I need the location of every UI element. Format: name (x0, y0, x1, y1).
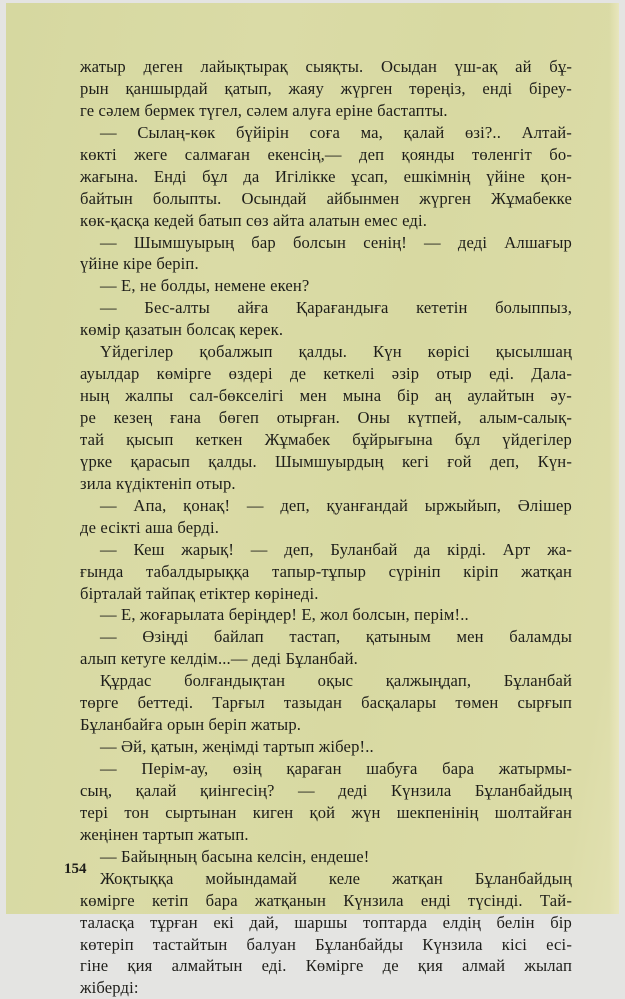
text-line: көтеріп тастайтын балуан Бұланбайды Күнзила кісі есі- (80, 934, 572, 954)
text-line: — Әй, қатын, жеңімді тартып жібер!.. (100, 737, 374, 757)
text-line: бірталай тайпақ етіктер көрінеді. (80, 583, 319, 603)
text-line: көмір қазатын болсақ керек. (80, 320, 284, 340)
text-line: көкті жеге салмаған екенсің,— деп қоянды төленгіт бо- (80, 144, 572, 164)
text-line: тері тон сыртынан киген қой жүн шекпенінің шолтайған (80, 802, 572, 822)
text-line: таласқа тұрған екі дай, шаршы топтарда елдің белін бір (80, 912, 572, 932)
text-line: ғында табалдырыққа тапыр-тұпыр сүрініп кіріп жатқан (80, 561, 572, 581)
book-page (6, 3, 619, 998)
text-line: — Кеш жарық! — деп, Буланбай да кірді. Арт жа- (100, 539, 572, 559)
text-line: Жоқтыққа мойындамай келе жатқан Бұланбайдың (100, 868, 572, 888)
text-line: алып кетуге келдім...— деді Бұланбай. (80, 649, 358, 669)
text-line: Үйдегілер қобалжып қалды. Күн көрісі қысылшаң (100, 342, 572, 362)
text-line: ре кезең ғана бөгеп отырған. Оны күтпей, алым-салық- (80, 408, 572, 427)
text-line: көк-қасқа кедей батып сөз айта алатын емес еді. (80, 210, 428, 230)
text-line: ның жалпы сал-бөкселігі мен мына бір аң аулайтын әу- (80, 386, 572, 406)
text-line: гіне қия алмайтын еді. Көмірге де қия алмай жылап (80, 956, 572, 976)
text-line: көмірге кетіп бара жатқанын Күнзила енді түсінді. Тай- (80, 890, 572, 910)
text-line: жеңінен тартып жатып. (80, 824, 249, 844)
text-line: — Өзіңді байлап тастап, қатыным мен баламды (100, 627, 572, 647)
text-line: байтын болыпты. Осындай айбынмен жүрген Жұмабекке (80, 188, 572, 208)
text-line: төрге беттеді. Тарғыл тазыдан басқалары төмен сырғып (80, 693, 572, 713)
text-line: — Шымшуырың бар болсын сенің! — деді Алшағыр (100, 232, 572, 252)
text-line: — Апа, қонақ! — деп, қуанғандай ыржыйып, Әлішер (100, 495, 572, 515)
text-line: жағына. Енді бұл да Игілікке ұсап, ешкімнің үйіне қон- (80, 166, 572, 186)
text-line: — Байыңның басына келсін, ендеше! (100, 846, 370, 866)
text-line: үрке қарасып қалды. Шымшуырдың кегі ғой деп, Күн- (80, 451, 572, 471)
text-line: Құрдас болғандықтан оқыс қалжыңдап, Бұланбай (100, 671, 572, 691)
text-line: — Перім-ау, өзің қараған шабуға бара жатырмы- (100, 759, 572, 778)
text-line: зила күдіктеніп отыр. (80, 473, 236, 493)
text-line: — Бес-алты айға Қарағандыға кететін болыппыз, (100, 298, 572, 318)
page-number: 154 (64, 861, 87, 877)
text-line: рын қаншырдай қатып, жаяу жүрген төреңіз, енді біреу- (80, 78, 572, 98)
text-line: ге сәлем бермек түгел, сәлем алуға еріне бастапты. (80, 100, 448, 120)
text-line: жатыр деген лайықтырақ сыяқты. Осыдан үш-ақ ай бұ- (80, 57, 572, 76)
text-line: ауылдар көмірге өздері де кеткелі әзір отыр еді. Дала- (80, 364, 572, 384)
text-line: — Е, не болды, немене екен? (100, 276, 310, 296)
text-line: жіберді: (80, 978, 139, 998)
page-edge-shading (609, 3, 619, 914)
text-line: үйіне кіре беріп. (80, 254, 199, 274)
text-line: де есікті аша берді. (80, 517, 220, 537)
text-line: — Сылаң-көк бүйірін соға ма, қалай өзі?.. Алтай- (100, 122, 572, 142)
text-line: сың, қалай қиінгесің? — деді Күнзила Бұланбайдың (80, 780, 572, 800)
body-text (80, 56, 572, 999)
text-line: — Е, жоғарылата беріңдер! Е, жол болсын, перім!.. (100, 605, 469, 625)
text-line: тай қысып кеткен Жұмабек бұйрығына бұл үйдегілер (80, 429, 572, 449)
text-line: Бұланбайға орын беріп жатыр. (80, 715, 302, 735)
